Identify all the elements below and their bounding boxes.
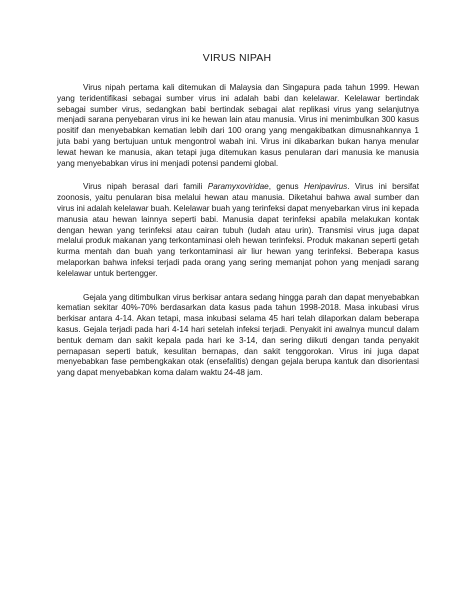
paragraph-2-text-b: , genus — [268, 182, 304, 192]
family-name-italic: Paramyxoviridae — [207, 182, 269, 192]
paragraph-2-text-c: . Virus ini bersifat zoonosis, yaitu penularan bisa melalui hewan atau manusia. Diketahui bahwa awal sumber dan virus ini adalah kelelawar buah. Kelelawar buah yang terinfeksi dapat menyebarkan virus ini kepada manusia atau hewan lainnya seperti babi. Manusia dapat terinfeksi apabila melakukan kontak dengan hewan yang terinfeksi atau cairan tubuh (ludah atau urin). Transmisi virus juga dapat melalui produk makanan yang terkontaminasi oleh hewan terinfeksi. Produk makanan seperti getah kurma mentah dan buah yang terkontaminasi air liur hewan yang terinfeksi. Beberapa kasus melaporkan bahwa infeksi terjadi pada orang yang sering memanjat pohon yang menjadi sarang kelelawar untuk bertengger. — [57, 182, 420, 278]
paragraph-1-text: Virus nipah pertama kali ditemukan di Malaysia dan Singapura pada tahun 1999. Hewan yang teridentifikasi sebagai sumber virus ini adalah babi dan kelelawar. Kelelawar bertindak sebagai sumber virus, sedangkan babi bertindak sebagai alat replikasi virus yang selanjutnya menjadi sarana penyebaran virus ini ke hewan lain atau manusia. Virus ini menimbulkan 300 kasus positif dan menyebabkan kematian lebih dari 100 orang yang mengakibatkan dimusnahkannya 1 juta babi yang bertujuan untuk mengontrol wabah ini. Virus ini dikabarkan bukan hanya menular lewat hewan ke manusia, akan tetapi juga ditemukan kasus penularan dari manusia ke manusia yang menyebabkan virus ini menjadi potensi pandemi global. — [57, 83, 419, 168]
genus-name-italic: Henipavirus — [303, 182, 348, 192]
document-title: VIRUS NIPAH — [202, 52, 272, 64]
paragraph-3 — [57, 293, 419, 379]
document-body — [57, 83, 419, 392]
paragraph-2 — [57, 182, 419, 279]
paragraph-3-text: Gejala yang ditimbulkan virus berkisar antara sedang hingga parah dan dapat menyebabkan kematian sekitar 40%-70% berdasarkan data kasus pada tahun 1998-2018. Masa inkubasi virus berkisar antara 4-14. Akan tetapi, masa inkubasi selama 45 hari telah dilaporkan dalam beberapa kasus. Gejala terjadi pada hari 4-14 hari setelah infeksi terjadi. Penyakit ini awalnya muncul dalam bentuk demam dan sakit kepala pada hari ke 3-14, dan sering diikuti dengan tanda penyakit pernapasan seperti batuk, kesulitan bernapas, dan sakit tenggorokan. Virus ini juga dapat menyebabkan fase pembengkakan otak (ensefalitis) dengan gejala berupa kantuk dan disorientasi yang dapat menyebabkan koma dalam waktu 24-48 jam. — [57, 292, 419, 378]
paragraph-2-text-a: Virus nipah berasal dari famili — [83, 182, 208, 192]
paragraph-1 — [57, 83, 419, 169]
